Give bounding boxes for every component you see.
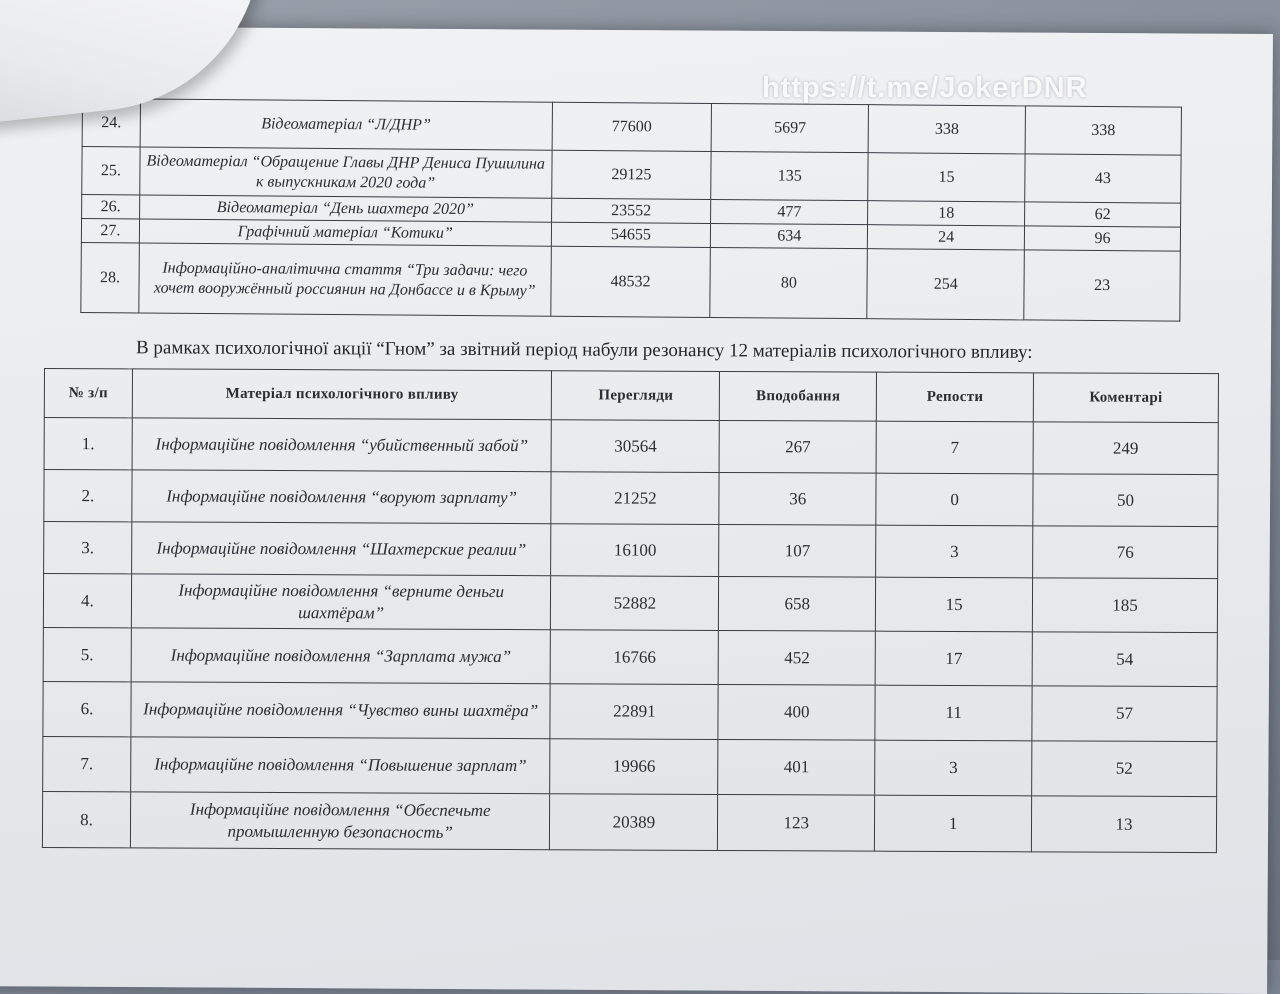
row-reposts: 17 [875, 631, 1032, 686]
row-num: 24. [82, 99, 140, 147]
row-material: Відеоматеріал “Л/ДНР” [140, 99, 552, 150]
table-top [80, 98, 1182, 322]
row-reposts: 7 [876, 421, 1033, 474]
row-likes: 452 [718, 630, 875, 685]
row-num: 7. [43, 736, 131, 791]
row-material: Інформаційне повідомлення “Зарплата мужа” [131, 628, 551, 684]
row-comments: 43 [1025, 154, 1181, 203]
row-likes: 401 [718, 739, 875, 795]
row-material: Інформаційне повідомлення “Шахтерские реалии” [132, 522, 552, 576]
row-reposts: 15 [876, 577, 1033, 632]
row-reposts: 18 [868, 201, 1025, 226]
row-comments: 13 [1032, 796, 1217, 853]
row-reposts: 0 [876, 473, 1033, 526]
row-comments: 57 [1032, 686, 1217, 742]
table-header-row [44, 369, 1218, 423]
row-likes: 477 [711, 199, 868, 224]
row-num: 1. [44, 418, 132, 470]
row-likes: 634 [711, 223, 868, 248]
row-comments: 23 [1024, 250, 1180, 321]
table-row [43, 574, 1217, 633]
row-views: 52882 [551, 576, 719, 631]
row-reposts: 3 [876, 525, 1033, 578]
row-num: 3. [44, 522, 132, 574]
row-num: 4. [43, 574, 131, 628]
row-comments: 249 [1033, 422, 1218, 475]
row-comments: 62 [1025, 202, 1181, 227]
row-views: 19966 [550, 739, 718, 795]
row-reposts: 11 [875, 685, 1032, 741]
row-likes: 107 [719, 524, 876, 577]
row-material: Інформаційне повідомлення “Обеспечьте промышленную безопасность” [130, 792, 550, 850]
header-views: Перегляди [552, 371, 720, 421]
table-row [44, 522, 1218, 579]
table-row [44, 418, 1218, 475]
row-likes: 80 [710, 247, 867, 318]
table-row [82, 147, 1181, 204]
row-views: 16100 [551, 524, 719, 577]
row-comments: 52 [1032, 741, 1217, 797]
row-material: Відеоматеріал “День шахтера 2020” [140, 195, 552, 222]
row-reposts: 254 [867, 249, 1024, 320]
table-row [82, 99, 1181, 156]
row-material: Інформаційне повідомлення “убийственный забой” [132, 418, 552, 472]
row-reposts: 1 [875, 795, 1032, 852]
row-likes: 267 [719, 420, 876, 473]
row-views: 20389 [550, 794, 718, 851]
table-row [43, 736, 1217, 796]
row-num: 27. [81, 219, 139, 243]
table-main [42, 368, 1219, 853]
row-reposts: 3 [875, 740, 1032, 796]
row-reposts: 338 [868, 105, 1025, 154]
row-comments: 338 [1025, 106, 1181, 155]
row-views: 30564 [552, 420, 720, 473]
row-likes: 400 [718, 684, 875, 740]
row-likes: 123 [718, 794, 875, 851]
section-heading: В рамках психологічної акції “Гном” за звітний період набули резонансу 12 матеріалів психологічного впливу: [135, 337, 1033, 363]
header-reposts: Репости [877, 372, 1034, 422]
row-material: Інформаційне повідомлення “Чувство вины шахтёра” [131, 682, 551, 739]
row-views: 23552 [551, 198, 711, 223]
row-material: Інформаційне повідомлення “Повышение зарплат” [131, 737, 551, 794]
row-comments: 96 [1024, 226, 1180, 251]
row-views: 54655 [551, 222, 711, 247]
table-row [42, 791, 1216, 852]
header-num: № з/п [44, 369, 132, 418]
row-likes: 5697 [712, 103, 869, 152]
row-material: Графічний матеріал “Котики” [139, 219, 551, 246]
row-comments: 76 [1033, 526, 1218, 579]
header-material: Матеріал психологічного впливу [132, 369, 552, 420]
row-views: 29125 [551, 150, 711, 199]
table-row [81, 242, 1181, 321]
row-material: Інформаційно-аналітична стаття “Три задачи: чего хочет вооружённый россиянин на Донбассе и в Крыму” [139, 243, 551, 316]
table-row [43, 681, 1217, 741]
row-views: 77600 [552, 102, 712, 151]
row-num: 26. [82, 195, 140, 219]
watermark: https://t.me/JokerDNR [762, 72, 1088, 104]
row-likes: 135 [711, 151, 868, 200]
table-row [43, 627, 1217, 686]
row-num: 8. [42, 791, 130, 847]
header-comments: Коментарі [1033, 373, 1218, 423]
row-comments: 54 [1032, 632, 1217, 687]
row-material: Інформаційне повідомлення “верните деньги шахтёрам” [131, 574, 551, 630]
row-reposts: 15 [868, 153, 1025, 202]
row-material: Відеоматеріал “Обращение Главы ДНР Дениса Пушилина к выпускникам 2020 года” [140, 147, 552, 198]
row-views: 48532 [550, 246, 710, 317]
row-likes: 36 [719, 472, 876, 525]
row-likes: 658 [719, 576, 876, 631]
row-num: 28. [81, 242, 140, 312]
row-views: 16766 [551, 630, 719, 685]
row-reposts: 24 [868, 225, 1025, 250]
header-likes: Вподобання [720, 371, 877, 421]
table-row [44, 470, 1218, 527]
row-views: 22891 [550, 684, 718, 740]
row-comments: 185 [1032, 578, 1217, 633]
row-views: 21252 [551, 472, 719, 525]
row-num: 25. [82, 147, 140, 195]
row-num: 2. [44, 470, 132, 522]
row-num: 5. [43, 627, 131, 681]
row-comments: 50 [1033, 474, 1218, 527]
row-material: Інформаційне повідомлення “воруют зарплату” [132, 470, 552, 524]
row-num: 6. [43, 681, 131, 736]
